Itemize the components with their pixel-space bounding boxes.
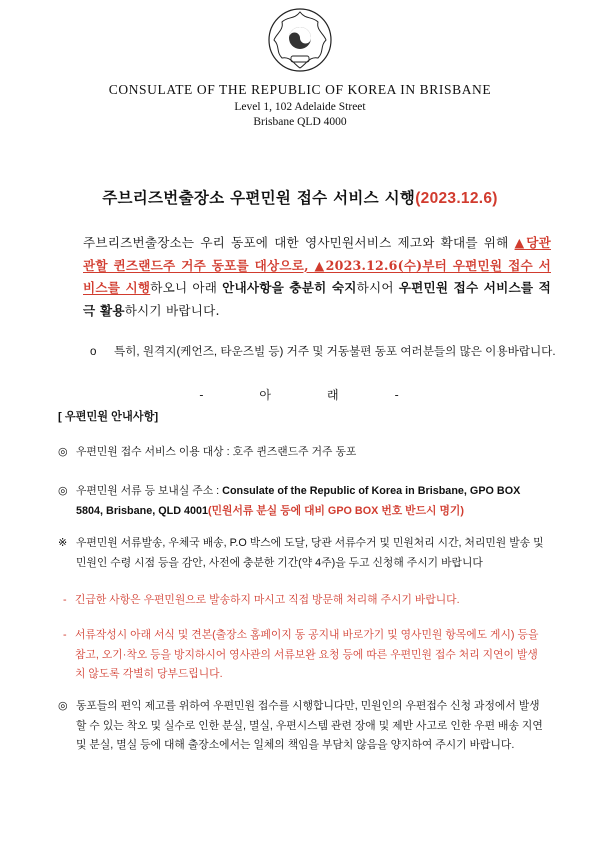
separator-word-2: 래: [327, 388, 341, 402]
list-item-form-guidance: [63, 626, 546, 685]
item-text: 우편민원 접수 서비스 이용 대상 : 호주 퀸즈랜드주 거주 동포: [76, 446, 357, 458]
list-item-urgent: [63, 591, 546, 611]
list-item-disclaimer: [58, 697, 546, 756]
address-label: 우편민원 서류 등 보내실 주소 :: [76, 485, 223, 497]
intro-text-1: 주브리즈번출장소는 우리 동포에 대한 영사민원서비스 제고와 확대를 위해: [83, 235, 515, 250]
intro-bold-2: 우편민원 접수 서비스를 적극 활용: [83, 280, 551, 318]
address-line-2: Brisbane QLD 4000: [253, 116, 347, 128]
separator-word-1: 아: [259, 388, 273, 402]
intro-text-3: 하시어: [356, 280, 399, 295]
below-separator: [0, 386, 600, 403]
reference-mark-icon: ※: [58, 537, 68, 549]
list-item-target: [58, 443, 546, 463]
note-mark: o: [90, 345, 97, 358]
separator-dash-right: -: [394, 388, 401, 402]
list-item-timing: [58, 534, 546, 573]
intro-paragraph: [83, 232, 551, 322]
title-main: 주브리즈번출장소 우편민원 접수 서비스 시행: [102, 188, 416, 207]
item-text: [58, 482, 546, 521]
intro-text-4: 하시기 바랍니다.: [124, 302, 220, 318]
intro-highlight: ▲당관 관할 퀸즈랜드주 거주 동포를 대상으로, ▲2023.12.6(수)부터 우편민원 접수 서비스를 시행: [83, 235, 551, 295]
intro-bold-1: 안내사항을 충분히 숙지: [222, 280, 357, 295]
separator-dash-left: -: [199, 388, 206, 402]
address-line-1: Level 1, 102 Adelaide Street: [234, 101, 366, 113]
item-text: 우편민원 서류발송, 우체국 배송, P.O 박스에 도달, 당관 서류수거 및 민원처리 시간, 처리민원 발송 및 민원인 수령 시점 등을 감안, 사전에 충분한 기간(약 4주)을 두고 신청해 주시기 바랍니다: [76, 537, 544, 569]
remote-residents-note: [90, 343, 560, 359]
intro-text-2: 하오니 아래: [150, 280, 223, 295]
item-text: 서류작성시 아래 서식 및 견본(출장소 홈페이지 동 공지내 바로가기 및 영사민원 항목에도 게시) 등을 참고, 오기·착오 등을 방지하시어 영사관의 서류보완 요청 등에 따른 우편민원 접수 처리 지연이 발생치 않도록 각별히 당부드립니다.: [75, 629, 539, 680]
item-text: 긴급한 사항은 우편민원으로 발송하지 마시고 직접 방문해 처리해 주시기 바랍니다.: [75, 594, 460, 606]
page-title: [0, 186, 600, 208]
dash-icon: -: [63, 594, 67, 606]
list-item-address: [58, 482, 546, 521]
note-text: 특히, 원격지(케언즈, 타운즈빌 등) 거주 및 거동불편 동포 여러분들의 많은 이용바랍니다.: [114, 345, 556, 358]
korean-government-emblem-icon: [266, 6, 334, 74]
section-heading: [ 우편민원 안내사항]: [58, 411, 159, 423]
dash-icon: -: [63, 629, 67, 641]
bullet-icon: ◎: [58, 446, 68, 458]
address-warning: (민원서류 분실 등에 대비 GPO BOX 번호 반드시 명기): [208, 504, 464, 517]
bullet-icon: ◎: [58, 700, 68, 712]
bullet-icon: ◎: [58, 485, 68, 497]
mailing-address: Consulate of the Republic of Korea in Brisbane, GPO BOX 5804, Brisbane, QLD 4001: [76, 485, 521, 517]
item-text: 동포들의 편익 제고를 위하여 우편민원 접수를 시행합니다만, 민원인의 우편접수 신청 과정에서 발생할 수 있는 착오 및 실수로 인한 분실, 멸실, 우편시스템 관련 장애 및 제반 사고로 인한 우편 배송 지연 및 분실, 멸실 등에 대해 출장소에서는 일체의 책임을 부담치 않음을 양지하여 주시기 바랍니다.: [76, 700, 543, 751]
consulate-name: CONSULATE OF THE REPUBLIC OF KOREA IN BRISBANE: [108, 82, 492, 97]
title-date: (2023.12.6): [415, 190, 498, 207]
